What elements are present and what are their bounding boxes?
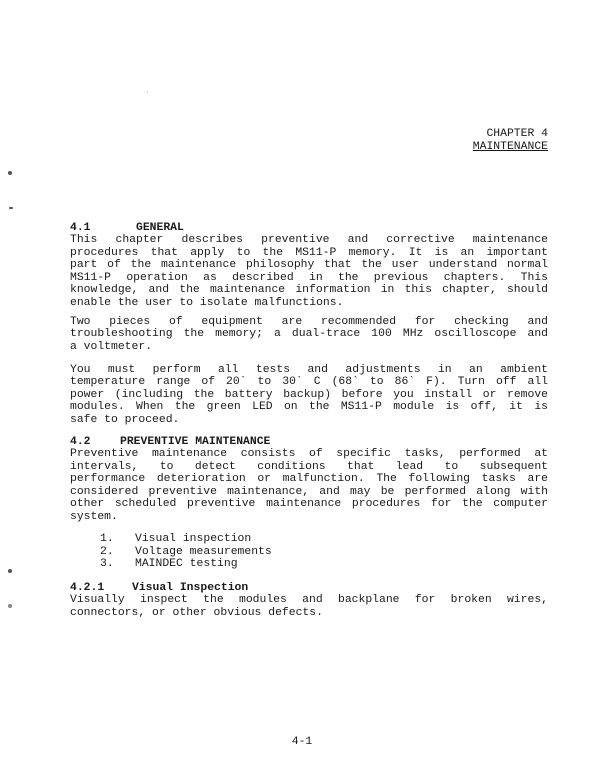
list-item-number: 1. (100, 533, 114, 545)
text-line: modules. When the green LED on the MS11-P module is off, it is (70, 401, 548, 414)
text-line: MS11-P operation as described in the previous chapters. This (70, 271, 548, 284)
scan-speck (8, 569, 12, 573)
paragraph (70, 448, 548, 523)
text-line: connectors, or other obvious defects. (70, 606, 323, 619)
list-item (100, 546, 272, 559)
text-line: Visually inspect the modules and backplane for broken wires, (70, 594, 548, 607)
text-line: troubleshooting the memory; a dual-trace 100 MHz oscilloscope and (70, 328, 548, 341)
text-line: considered preventive maintenance, and may be performed along with (70, 485, 548, 498)
paragraph (70, 364, 548, 426)
list-item-text: Visual inspection (135, 533, 252, 545)
text-line: a voltmeter. (70, 340, 153, 353)
text-line: procedures that apply to the MS11-P memory. It is an important (70, 246, 548, 259)
text-line: part of the maintenance philosophy that the user understand normal (70, 259, 548, 272)
page-number: 4-1 (291, 736, 313, 748)
text-line: temperature range of 20` to 30` C (68` to 86` F). Turn off all (70, 376, 548, 389)
list-item (100, 558, 272, 571)
section-general (70, 222, 548, 309)
chapter-title: MAINTENANCE (472, 140, 548, 153)
section-number: 4.2.1 (70, 582, 105, 594)
section-heading (70, 582, 548, 594)
paragraph (70, 234, 548, 309)
text-line: performance deterioration or malfunction. The following tasks are (70, 473, 548, 486)
paragraph (70, 594, 548, 619)
section-number: 4.2 (70, 436, 91, 448)
section-preventive (70, 436, 548, 523)
section-heading (70, 222, 548, 234)
text-line: other scheduled preventive maintenance procedures for the computer (70, 498, 548, 511)
text-line: intervals, to detect conditions that lead to subsequent (70, 460, 548, 473)
scan-speck (147, 92, 148, 93)
section-title: GENERAL (136, 222, 184, 234)
text-line: knowledge, and the maintenance information in this chapter, should (70, 284, 548, 297)
paragraph (70, 316, 548, 353)
text-line: power (including the battery backup) before you install or remove (70, 388, 548, 401)
text-line: Preventive maintenance consists of specific tasks, performed at (70, 448, 548, 461)
list-item-text: MAINDEC testing (135, 558, 238, 570)
list-item-text: Voltage measurements (135, 545, 272, 558)
text-line: You must perform all tests and adjustments in an ambient (70, 364, 548, 376)
scan-speck (8, 171, 12, 175)
section-number: 4.1 (70, 222, 91, 234)
text-line: enable the user to isolate malfunctions. (70, 296, 344, 309)
text-line: system. (70, 510, 118, 523)
task-list (100, 533, 272, 571)
paragraph-temperature (70, 364, 548, 426)
scan-speck (8, 604, 12, 608)
list-item-number: 3. (100, 558, 114, 570)
list-item-number: 2. (100, 545, 114, 558)
chapter-number: CHAPTER 4 (486, 128, 548, 140)
chapter-heading (473, 128, 548, 153)
text-line: Two pieces of equipment are recommended for checking and (70, 316, 548, 328)
paragraph-equipment (70, 316, 548, 353)
scan-speck (9, 207, 13, 209)
section-title: PREVENTIVE MAINTENANCE (120, 436, 271, 448)
section-title: Visual Inspection (132, 582, 249, 594)
text-line: safe to proceed. (70, 413, 180, 426)
list-item (100, 533, 272, 546)
text-line: This chapter describes preventive and corrective maintenance (70, 234, 548, 247)
section-heading (70, 436, 548, 448)
section-visual-inspection (70, 582, 548, 619)
